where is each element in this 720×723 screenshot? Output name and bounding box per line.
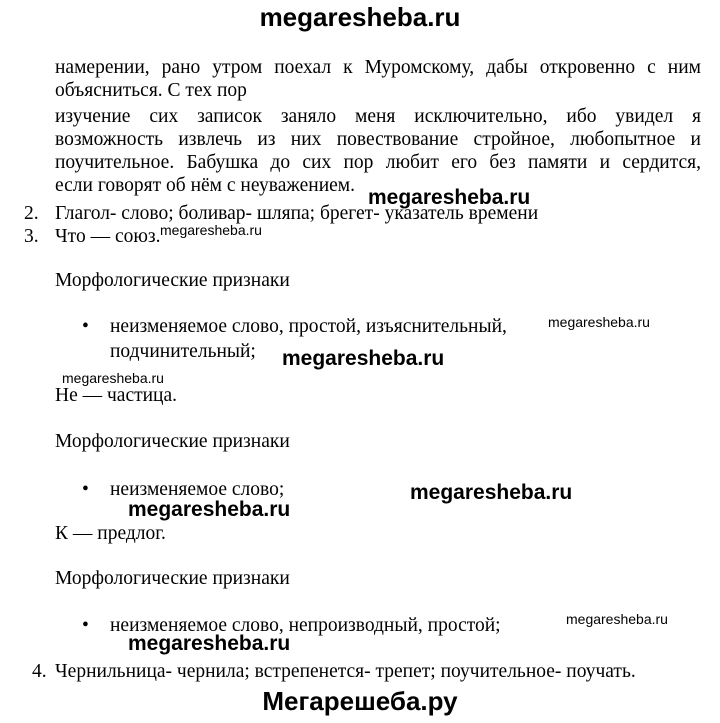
watermark: megaresheba.ru [368,186,531,209]
bullet-text: неизменяемое слово, непроизводный, простой; [110,615,501,636]
bullet-text: неизменяемое слово; [110,479,285,500]
paragraph-line-5: поучительное. Бабушка до сих пор любит его без памяти и сердится, [55,152,701,173]
watermark: megaresheba.ru [62,370,164,386]
item-4-number: 4. [32,661,47,682]
watermark: megaresheba.ru [410,481,573,504]
watermark: megaresheba.ru [128,632,291,655]
section-label: Морфологические признаки [55,568,290,589]
item-2-text: Глагол- слово; боливар- шляпа; брегет- указатель времени [55,203,539,224]
bullet-icon: • [82,479,89,500]
bullet-icon: • [82,316,89,337]
watermark: megaresheba.ru [128,498,291,521]
paragraph-line-4: возможность извлечь из них повествование стройное, любопытное и [55,129,701,150]
ne-text: Не — частица. [55,385,178,406]
bullet-text: неизменяемое слово, простой, изъяснительный, [110,316,507,337]
paragraph-line-3: изучение сих записок заняло меня исключительно, ибо увидел я [55,106,701,127]
paragraph-line-6: если говорят об нём с неуважением. [55,175,355,196]
item-2-number: 2. [24,203,39,224]
bullet-text-continued: подчинительный; [110,341,256,362]
item-4-text: Чернильница- чернила; встрепенется- трепет; поучительное- поучать. [55,661,636,682]
k-text: К — предлог. [55,523,166,544]
item-3-text: Что — союз. [55,226,161,247]
section-label: Морфологические признаки [55,270,290,291]
header-site-title: megaresheba.ru [259,2,461,32]
paragraph-line-1: намерении, рано утром поехал к Муромскому, дабы откровенно с ним [55,57,701,78]
footer-site-title: Мегарешеба.ру [262,686,458,716]
paragraph-line-2: объясниться. С тех пор [55,80,247,101]
watermark: megaresheba.ru [282,347,445,370]
section-label: Морфологические признаки [55,431,290,452]
bullet-icon: • [82,615,89,636]
watermark: megaresheba.ru [160,222,262,238]
item-3-number: 3. [24,226,39,247]
watermark: megaresheba.ru [566,611,668,627]
watermark: megaresheba.ru [548,314,650,330]
